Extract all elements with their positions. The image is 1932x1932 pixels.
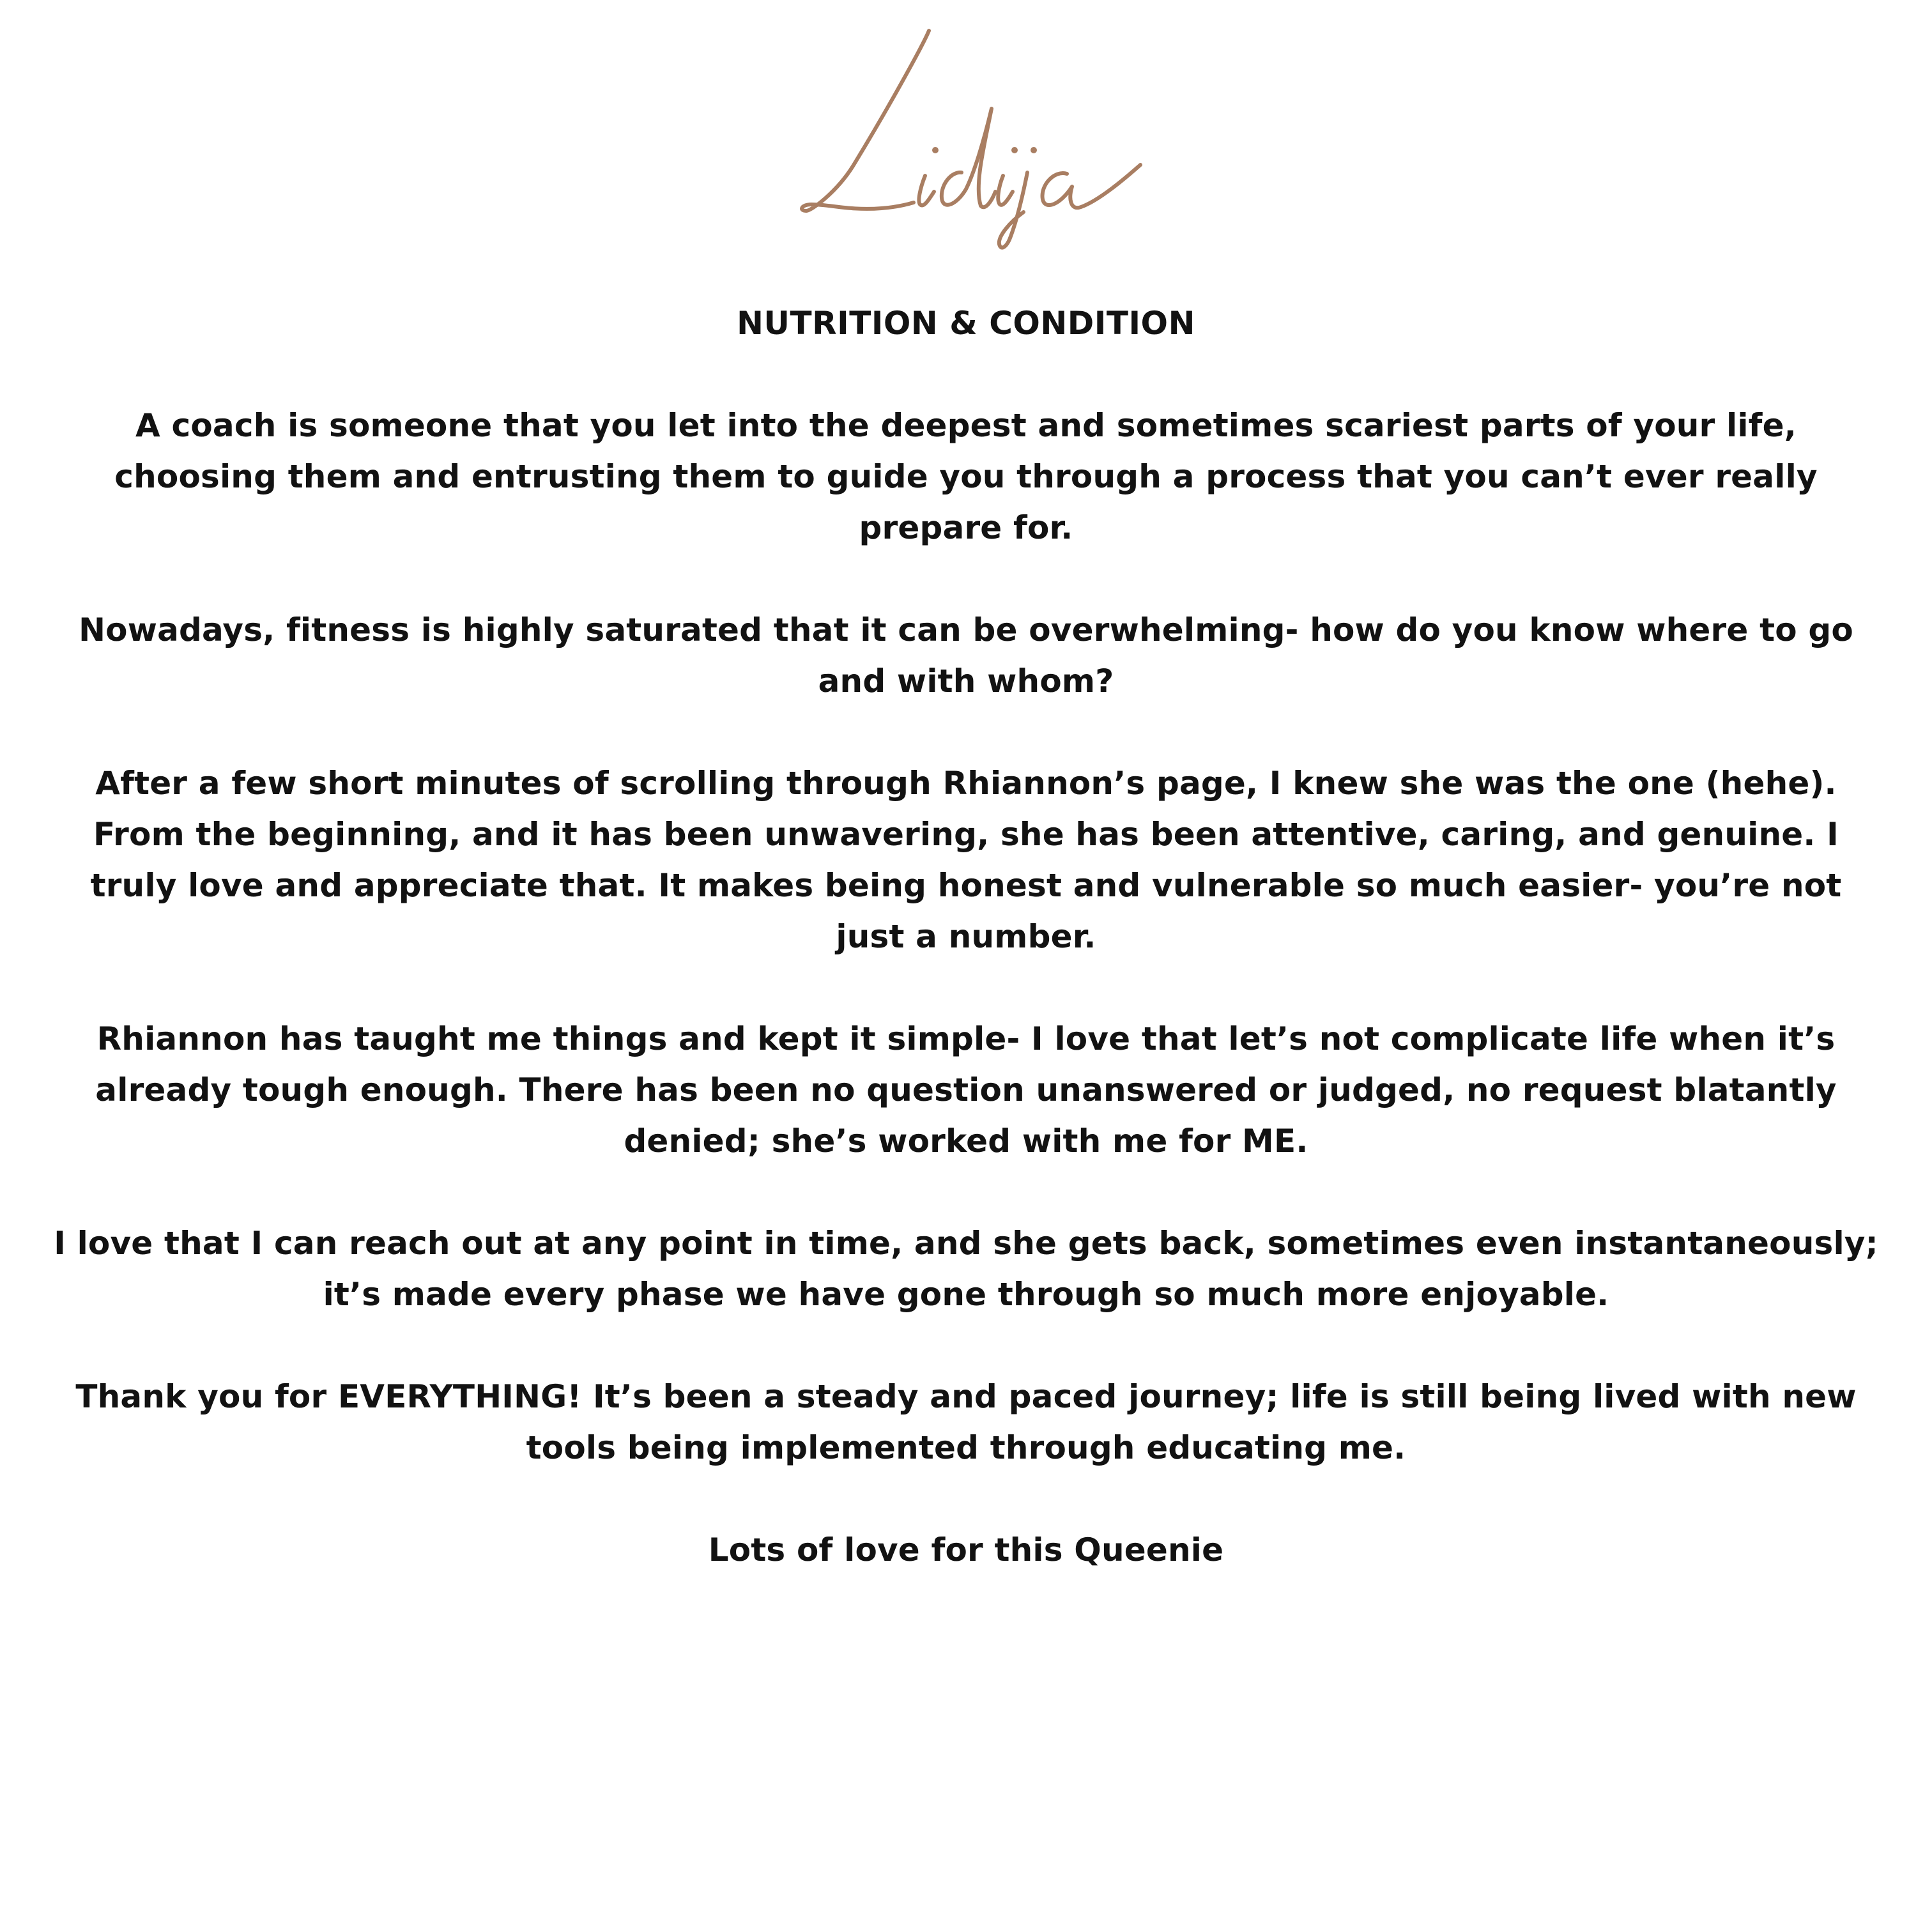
paragraph-thank-you: Thank you for EVERYTHING! It’s been a steady and paced journey; life is still being lived with new tools being implemented through educating me. — [75, 1378, 1857, 1466]
paragraph-coach-intro: A coach is someone that you let into the deepest and sometimes scariest parts of your life, choosing them and entrusting them to guide you through a process that you can’t ever really prepare for. — [114, 407, 1818, 546]
paragraph-kept-simple: Rhiannon has taught me things and kept it simple- I love that let’s not complicate life when it’s already tough enough. There has been no question unanswered or judged, no request blatantly denied; she’s worked with me for ME. — [95, 1020, 1837, 1160]
paragraph-fitness-saturated: Nowadays, fitness is highly saturated that it can be overwhelming- how do you know where to go and with whom? — [79, 611, 1853, 700]
paragraph-closing: Lots of love for this Queenie — [708, 1531, 1224, 1568]
page-heading: NUTRITION & CONDITION — [737, 305, 1195, 342]
testimonial-content — [51, 298, 1881, 1575]
paragraph-reach-out: I love that I can reach out at any point in time, and she gets back, sometimes even instantaneously; it’s made every phase we have gone through so much more enjoyable. — [54, 1225, 1878, 1313]
signature-svg — [792, 19, 1150, 256]
paragraph-first-impression: After a few short minutes of scrolling through Rhiannon’s page, I knew she was the one (hehe). From the beginning, and it has been unwavering, she has been attentive, caring, and genuine. I truly love and appreciate that. It makes being honest and vulnerable so much easier- you’re not just a number. — [90, 765, 1842, 955]
signature-logo — [792, 19, 1150, 256]
